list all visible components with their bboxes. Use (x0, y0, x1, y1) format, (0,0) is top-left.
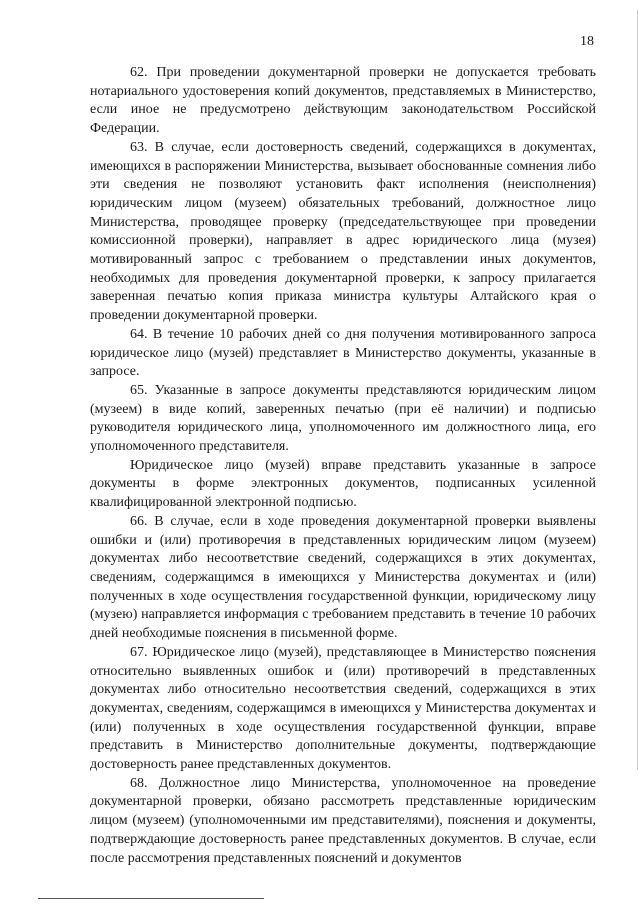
document-body (90, 64, 596, 868)
paragraph-63: 63. В случае, если достоверность сведений, содержащихся в документах, имеющихся в распоряжении Министерства, вызывает обоснованные сомнения либо эти сведения не позволяют установить факт исполнения (неисполнения) юридическим лицом (музеем) обязательных требований, должностное лицо Министерства, проводящее проверку (председательствующее при проведении комиссионной проверки), направляет в адрес юридического лица (музея) мотивированный запрос с требованием о представлении иных документов, необходимых для проведения документарной проверки, к запросу прилагается заверенная печатью копия приказа министра культуры Алтайского края о проведении документарной проверки. (90, 139, 596, 324)
paragraph-67: 67. Юридическое лицо (музей), представляющее в Министерство пояснения относительно выявленных ошибок и (или) противоречий в представленных документах либо относительно несоответствия сведений, содержащихся в этих документах, сведениям, содержащимся в имеющихся у Министерства документах и (или) полученных в ходе осуществления государственной функции, вправе представить в Министерство дополнительные документы, подтверждающие достоверность ранее представленных документов. (90, 644, 596, 773)
paragraph-65: 65. Указанные в запросе документы представляются юридическим лицом (музеем) в виде копий, заверенных печатью (при её наличии) и подписью руководителя юридического лица, уполномоченного им должностного лица, его уполномоченного представителя. (90, 382, 596, 455)
paragraph-66: 66. В случае, если в ходе проведения документарной проверки выявлены ошибки и (или) противоречия в представленных юридическим лицом (музеем) документах либо несоответствие сведений, содержащихся в этих документах, сведениям, содержащимся в имеющихся у Министерства документах и (или) полученных в ходе осуществления государственной функции, юридическому лицу (музею) направляется информация с требованием представить в течение 10 рабочих дней необходимые пояснения в письменной форме. (90, 513, 596, 642)
scan-edge-line (637, 10, 638, 770)
paragraph-65-electronic: Юридическое лицо (музей) вправе представить указанные в запросе документы в форме электронных документов, подписанных усиленной квалифицированной электронной подписью. (90, 457, 596, 511)
paragraph-64: 64. В течение 10 рабочих дней со дня получения мотивированного запроса юридическое лицо (музей) представляет в Министерство документы, указанные в запросе. (90, 326, 596, 380)
paragraph-68: 68. Должностное лицо Министерства, уполномоченное на проведение документарной проверки, обязано рассмотреть представленные юридическим лицом (музеем) (уполномоченными им представителями), пояснения и документы, подтверждающие достоверность ранее представленных документов. В случае, если после рассмотрения представленных пояснений и документов (90, 775, 596, 866)
paragraph-62: 62. При проведении документарной проверки не допускается требовать нотариального удостоверения копий документов, представляемых в Министерство, если иное не предусмотрено действующим законодательством Российской Федерации. (90, 65, 596, 137)
footer-rule (38, 898, 264, 899)
page-number: 18 (580, 34, 594, 49)
